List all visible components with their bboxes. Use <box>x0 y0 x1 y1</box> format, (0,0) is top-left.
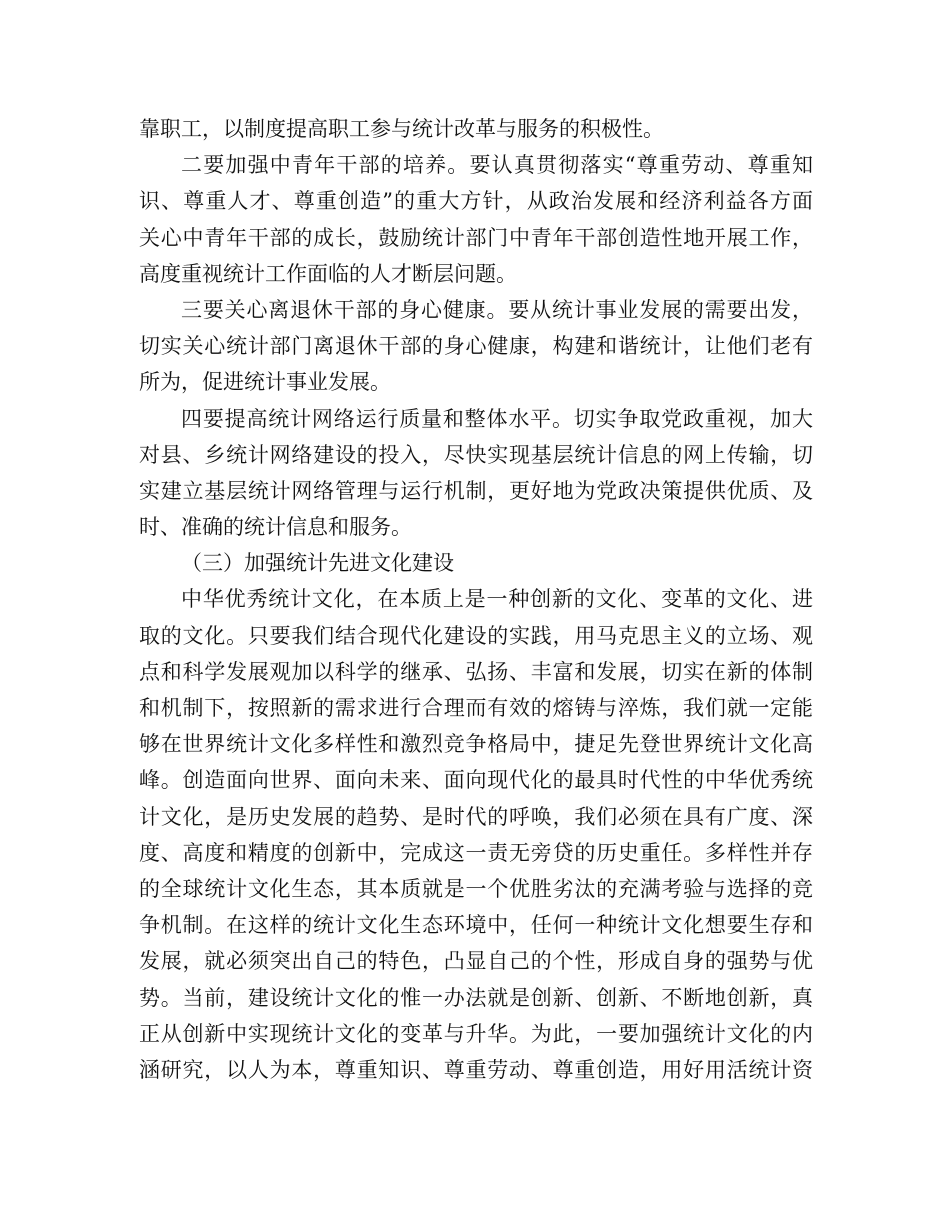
paragraph-line: 计文化，是历史发展的趋势、是时代的呼唤，我们必须在具有广度、深 <box>139 804 813 829</box>
paragraph-line: 和机制下，按照新的需求进行合理而有效的熔铸与淬炼，我们就一定能 <box>139 696 813 720</box>
paragraph-line: 争机制。在这样的统计文化生态环境中，任何一种统计文化想要生存和 <box>139 913 813 938</box>
paragraph-line: 发展，就必须突出自己的特色，凸显自己的个性，形成自身的强势与优 <box>139 949 813 974</box>
paragraph-line: 切实关心统计部门离退休干部的身心健康，构建和谐统计，让他们老有 <box>139 334 813 359</box>
paragraph-line: 所为，促进统计事业发展。 <box>139 370 391 395</box>
paragraph-line: 的全球统计文化生态，其本质就是一个优胜劣汰的充满考验与选择的竞 <box>139 876 813 901</box>
section-heading: （三）加强统计先进文化建设 <box>181 551 454 576</box>
paragraph-line: 二要加强中青年干部的培养。要认真贯彻落实“尊重劳动、尊重知 <box>181 153 813 178</box>
paragraph-line: 涵研究，以人为本，尊重知识、尊重劳动、尊重创造，用好用活统计资 <box>139 1057 813 1082</box>
paragraph-line: 靠职工，以制度提高职工参与统计改革与服务的积极性。 <box>139 117 664 141</box>
paragraph-line: 点和科学发展观加以科学的继承、弘扬、丰富和发展，切实在新的体制 <box>139 659 813 684</box>
paragraph-line: 关心中青年干部的成长，鼓励统计部门中青年干部创造性地开展工作， <box>139 225 813 250</box>
paragraph-line: 高度重视统计工作面临的人才断层问题。 <box>139 261 517 286</box>
paragraph-line: 时、准确的统计信息和服务。 <box>139 515 412 540</box>
body-text <box>139 111 813 1088</box>
paragraph-line: 势。当前，建设统计文化的惟一办法就是创新、创新、不断地创新，真 <box>139 985 813 1010</box>
paragraph-line: 四要提高统计网络运行质量和整体水平。切实争取党政重视，加大 <box>181 406 813 431</box>
paragraph-line: 取的文化。只要我们结合现代化建设的实践，用马克思主义的立场、观 <box>139 623 813 648</box>
paragraph-line: 中华优秀统计文化，在本质上是一种创新的文化、变革的文化、进 <box>181 587 813 612</box>
paragraph-line: 识、尊重人才、尊重创造”的重大方针，从政治发展和经济利益各方面 <box>139 189 813 214</box>
paragraph-line: 三要关心离退休干部的身心健康。要从统计事业发展的需要出发， <box>181 297 813 322</box>
paragraph-line: 正从创新中实现统计文化的变革与升华。为此，一要加强统计文化的内 <box>139 1021 813 1046</box>
paragraph-line: 对县、乡统计网络建设的投入，尽快实现基层统计信息的网上传输，切 <box>139 442 813 467</box>
paragraph-line: 够在世界统计文化多样性和激烈竞争格局中，捷足先登世界统计文化高 <box>139 732 813 757</box>
paragraph-line: 实建立基层统计网络管理与运行机制，更好地为党政决策提供优质、及 <box>139 478 813 503</box>
paragraph-line: 度、高度和精度的创新中，完成这一责无旁贷的历史重任。多样性并存 <box>139 840 813 865</box>
paragraph-line: 峰。创造面向世界、面向未来、面向现代化的最具时代性的中华优秀统 <box>139 768 813 793</box>
